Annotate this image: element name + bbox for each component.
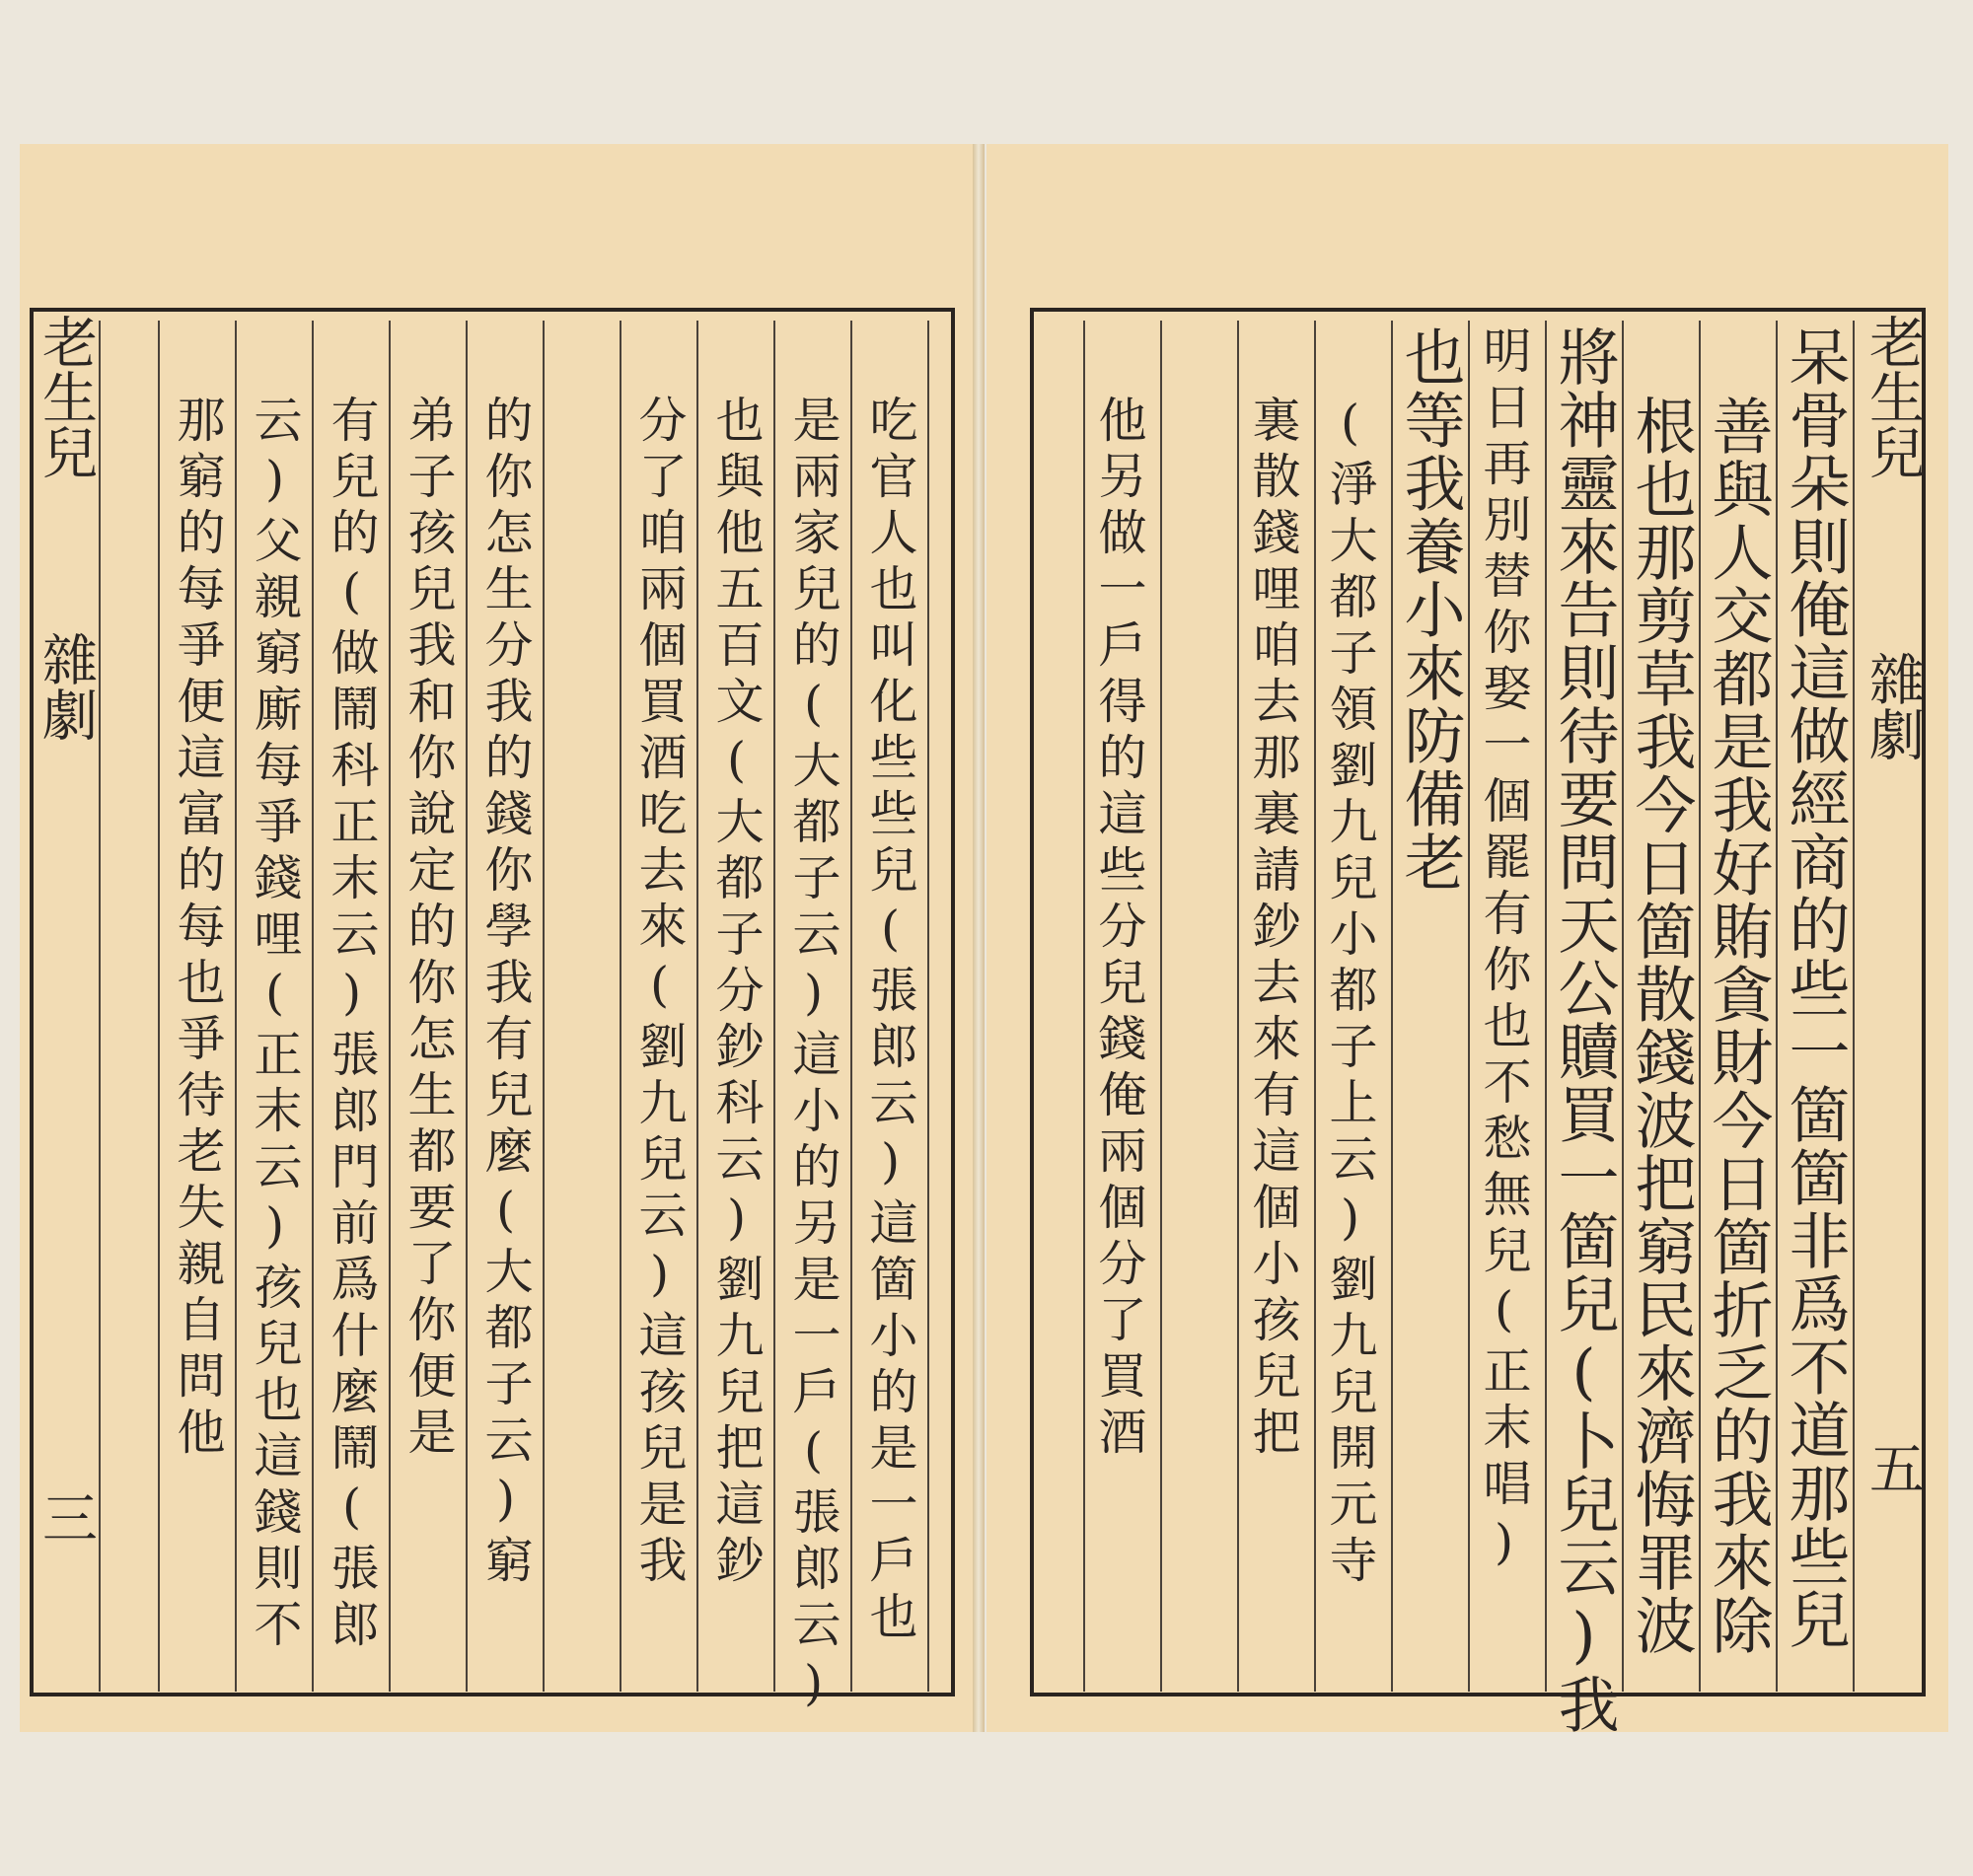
text-column: 弟子孩兒我和你說定的你怎生都要了你便是 (401, 395, 457, 1463)
text-column: 分了咱兩個買酒吃去來(劉九兒云)這孩兒是我 (631, 395, 688, 1591)
right-folio-number: 五 (1861, 1440, 1925, 1495)
text-column: 呆骨朵則俺這做經商的些一箇箇非爲不道那些兒 (1779, 325, 1851, 1651)
column-rule (696, 321, 698, 1692)
text-column: 也與他五百文(大都子分鈔科云)劉九兒把這鈔 (708, 395, 765, 1591)
column-rule (389, 321, 391, 1692)
left-margin-genre: 雜劇 (34, 631, 98, 742)
text-column: 云)父親窮廝每爭錢哩(正末云)孩兒也這錢則不 (247, 395, 303, 1655)
column-rule (158, 321, 160, 1692)
text-column: 是兩家兒的(大都子云)這小的另是一戶(張郎云) (785, 395, 841, 1719)
column-rule (312, 321, 314, 1692)
column-rule (1237, 321, 1239, 1692)
column-rule (1776, 321, 1778, 1692)
column-rule (235, 321, 237, 1692)
text-column: 那窮的每爭便這富的每也爭待老失親自問他 (170, 395, 226, 1463)
column-rule (850, 321, 852, 1692)
column-rule (620, 321, 621, 1692)
text-column: 有兒的(做鬧科正末云)張郎門前爲什麼鬧(張郎 (324, 395, 380, 1655)
right-margin-genre: 雜劇 (1861, 651, 1925, 761)
left-folio-number: 三 (34, 1489, 98, 1545)
column-rule (927, 321, 929, 1692)
right-margin-title: 老生兒 (1861, 314, 1925, 479)
column-rule (1468, 321, 1470, 1692)
text-column: 明日再別替你娶一個罷有你也不愁無兒(正末唱) (1476, 325, 1532, 1578)
column-rule (1699, 321, 1701, 1692)
column-rule (1853, 321, 1855, 1692)
text-column: (淨大都子領劉九兒小都子上云)劉九兒開元寺 (1322, 395, 1378, 1591)
text-column: 也等我養小來防備老 (1394, 325, 1466, 894)
text-column: 吃官人也叫化些些兒(張郎云)這箇小的是一戶也 (862, 395, 918, 1647)
column-rule (543, 321, 545, 1692)
column-rule (1083, 321, 1085, 1692)
text-column: 根也那剪草我今日箇散錢波把窮民來濟悔罪波 (1625, 395, 1697, 1657)
text-column: 裏散錢哩咱去那裏請鈔去來有這個小孩兒把 (1245, 395, 1301, 1463)
column-rule (99, 321, 101, 1692)
column-rule (1314, 321, 1316, 1692)
text-column: 將神靈來告則待要問天公贖買一箇兒(卜兒云)我 (1548, 325, 1620, 1736)
center-fold (973, 144, 985, 1732)
left-margin-title: 老生兒 (34, 314, 98, 479)
text-column: 的你怎生分我的錢你學我有兒麼(大都子云)窮 (477, 395, 534, 1591)
text-column: 他另做一戶得的這些分兒錢俺兩個分了買酒 (1091, 395, 1147, 1463)
column-rule (1545, 321, 1547, 1692)
column-rule (466, 321, 468, 1692)
column-rule (1160, 321, 1162, 1692)
column-rule (773, 321, 775, 1692)
column-rule (1391, 321, 1393, 1692)
column-rule (1622, 321, 1624, 1692)
text-column: 善與人交都是我好賄貪財今日箇折乏的我來除 (1702, 395, 1774, 1657)
